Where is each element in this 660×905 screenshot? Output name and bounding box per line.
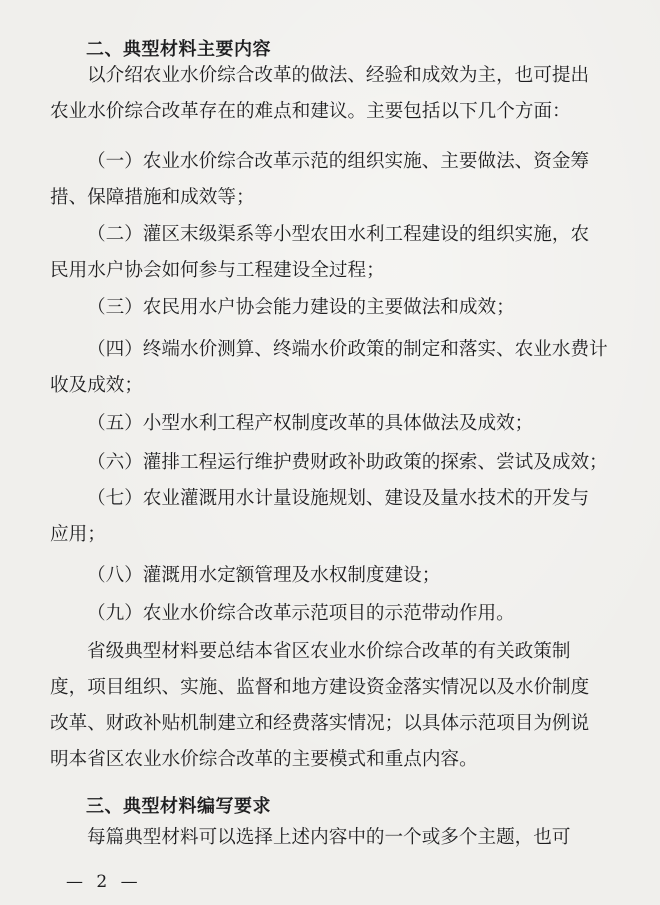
text-line: 省级典型材料要总结本省区农业水价综合改革的有关政策制 <box>87 641 571 662</box>
text-line: （二）灌区末级渠系等小型农田水利工程建设的组织实施，农 <box>87 224 590 245</box>
text-line: 改革、财政补贴机制建立和经费落实情况；以具体示范项目为例说 <box>50 713 590 735</box>
paragraph-summary <box>50 634 610 778</box>
section-heading-content: 二、典型材料主要内容 <box>86 39 271 60</box>
list-item-3 <box>50 290 610 326</box>
text-line: 民用水户协会如何参与工程建设全过程； <box>50 260 385 282</box>
list-item-7 <box>50 481 610 553</box>
list-item-5 <box>50 406 610 442</box>
text-line: 措、保障措施和成效等； <box>50 187 255 209</box>
list-item-9 <box>50 596 610 632</box>
list-item-6 <box>50 445 610 481</box>
text-line: 以介绍农业水价综合改革的做法、经验和成效为主，也可提出 <box>87 65 590 86</box>
text-line: 应用； <box>50 524 106 546</box>
text-line: （五）小型水利工程产权制度改革的具体做法及成效； <box>87 413 534 434</box>
list-item-4 <box>50 332 610 404</box>
text-line: （六）灌排工程运行维护费财政补助政策的探索、尝试及成效； <box>87 452 608 473</box>
section-heading-requirements: 三、典型材料编写要求 <box>86 796 271 817</box>
list-item-2 <box>50 217 610 289</box>
text-line: 度，项目组织、实施、监督和地方建设资金落实情况以及水价制度 <box>50 677 590 699</box>
paragraph-requirements-intro <box>50 820 610 856</box>
text-line: 明本省区农业水价综合改革的主要模式和重点内容。 <box>50 749 478 771</box>
paragraph-intro <box>50 58 610 130</box>
text-line: （八）灌溉用水定额管理及水权制度建设； <box>87 565 441 586</box>
text-line: 收及成效； <box>50 375 143 397</box>
text-line: （七）农业灌溉用水计量设施规划、建设及量水技术的开发与 <box>87 488 590 509</box>
text-line: 每篇典型材料可以选择上述内容中的一个或多个主题，也可 <box>87 827 571 848</box>
text-line: （一）农业水价综合改革示范的组织实施、主要做法、资金筹 <box>87 151 590 172</box>
text-line: （九）农业水价综合改革示范项目的示范带动作用。 <box>87 603 515 624</box>
text-line: （三）农民用水户协会能力建设的主要做法和成效； <box>87 297 515 318</box>
text-line: （四）终端水价测算、终端水价政策的制定和落实、农业水费计 <box>87 339 608 360</box>
page-number: — 2 — <box>66 872 142 892</box>
text-line: 农业水价综合改革存在的难点和建议。主要包括以下几个方面： <box>50 101 571 123</box>
list-item-8 <box>50 558 610 594</box>
list-item-1 <box>50 144 610 216</box>
